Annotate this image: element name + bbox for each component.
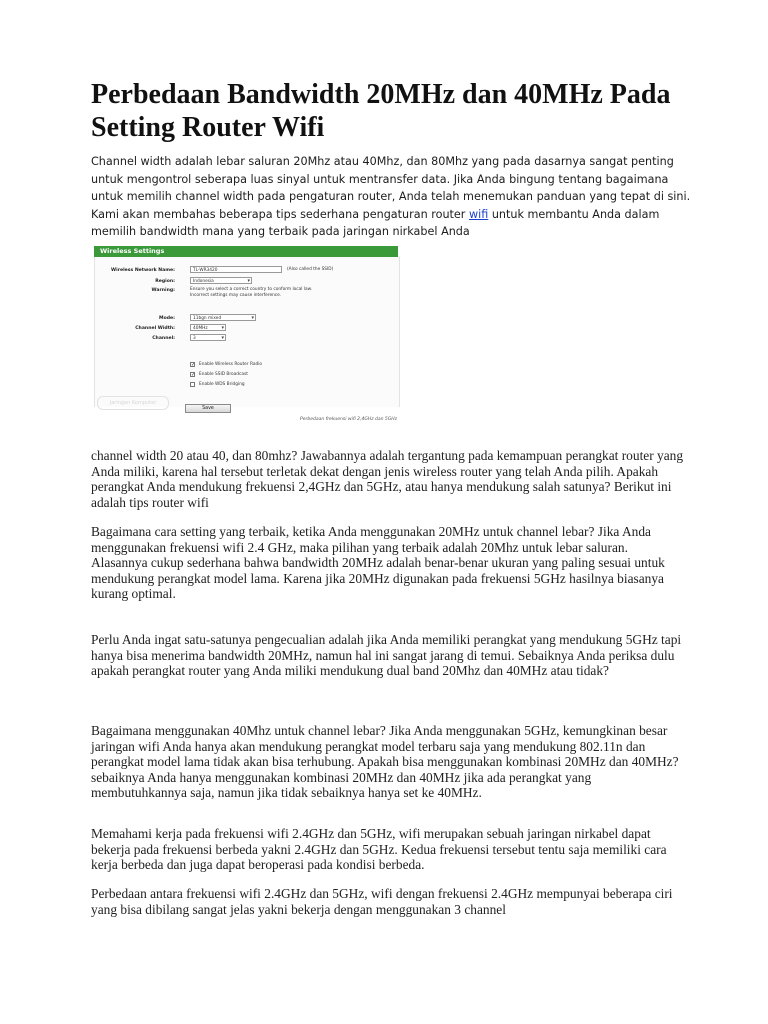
wds-bridging-checkbox[interactable] bbox=[190, 382, 195, 387]
figure-caption: Perbedaan frekuensi wifi 2,4GHz dan 5GHz bbox=[300, 417, 397, 422]
wds-bridging-label: Enable WDS Bridging bbox=[199, 382, 245, 387]
warning-text-line2: Incorrect settings may cause interference. bbox=[190, 293, 282, 298]
paragraph-6: Perbedaan antara frekuensi wifi 2.4GHz dan 5GHz, wifi dengan frekuensi 2.4GHz mempunyai beberapa ciri yang bisa dibilang sangat jelas yakni bekerja dengan menggunakan 3 channel bbox=[91, 886, 673, 917]
ssid-broadcast-checkbox[interactable]: ✓ bbox=[191, 372, 196, 378]
watermark-logo: Jaringan Komputer bbox=[97, 396, 169, 410]
paragraph-1: channel width 20 atau 40, dan 80mhz? Jawabannya adalah tergantung pada kemampuan perangkat router yang Anda miliki, karena hal tersebut terletak dekat dengan jenis wireless router yang telah Anda pilih. Apakah perangkat Anda mendukung frekuensi 2,4GHz dan 5GHz, atau hanya mendukung salah satunya? Berikut ini adalah tips router wifi bbox=[91, 448, 684, 510]
warning-text-line1: Ensure you select a correct country to conform local law. bbox=[190, 287, 313, 292]
ssid-broadcast-label: Enable SSID Broadcast bbox=[199, 372, 248, 377]
intro-text-before: Channel width adalah lebar saluran 20Mhz atau 40Mhz, dan 80Mhz yang pada dasarnya sangat penting untuk mengontrol seberapa luas sinyal untuk mentransfer data. Jika Anda bingung tentang bagaimana untuk memilih channel width pada pengaturan router, Anda telah menemukan panduan yang tepat di sini. Kami akan membahas beberapa tips sederhana pengaturan router bbox=[91, 155, 691, 221]
paragraph-2: Bagaimana cara setting yang terbaik, ketika Anda menggunakan 20MHz untuk channel lebar? Jika Anda menggunakan frekuensi wifi 2.4 GHz, maka pilihan yang terbaik adalah 20Mhz untuk lebar saluran. Alasannya cukup sederhana bahwa bandwidth 20MHz adalah benar-benar ukuran yang paling sesuai untuk mendukung perangkat model lama. Karena jika 20MHz digunakan pada frekuensi 5GHz hasilnya biasanya kurang optimal. bbox=[91, 524, 665, 601]
wireless-settings-header: Wireless Settings bbox=[94, 246, 398, 257]
ssid-note: (Also called the SSID) bbox=[287, 267, 334, 272]
mode-label: Mode: bbox=[159, 316, 175, 321]
region-select[interactable]: Indonesia ▾ bbox=[190, 277, 252, 284]
network-name-input[interactable]: TL-WR3420 bbox=[190, 266, 282, 273]
channel-label: Channel: bbox=[152, 336, 175, 341]
save-button[interactable]: Save bbox=[185, 404, 231, 413]
page-title: Perbedaan Bandwidth 20MHz dan 40MHz Pada Setting Router Wifi bbox=[91, 79, 671, 143]
radio-checkbox-label: Enable Wireless Router Radio bbox=[199, 362, 263, 367]
mode-select[interactable]: 11bgn mixed ▾ bbox=[190, 314, 256, 321]
radio-checkbox[interactable]: ✓ bbox=[191, 362, 196, 368]
region-label: Region: bbox=[155, 279, 175, 284]
wireless-settings-panel bbox=[94, 257, 400, 407]
network-name-label: Wireless Network Name: bbox=[111, 268, 175, 273]
paragraph-5: Memahami kerja pada frekuensi wifi 2.4GHz dan 5GHz, wifi merupakan sebuah jaringan nirkabel dapat bekerja pada frekuensi berbeda yakni 2.4GHz dan 5GHz. Kedua frekuensi tersebut tentu saja memiliki cara kerja berbeda dan juga dapat beroperasi pada kondisi berbeda. bbox=[91, 826, 667, 872]
paragraph-4: Bagaimana menggunakan 40Mhz untuk channel lebar? Jika Anda menggunakan 5GHz, kemungkinan besar jaringan wifi Anda hanya akan mendukung perangkat model terbaru saja yang mendukung 802.11n dan perangkat model lama tidak akan bisa terhubung. Apakah bisa menggunakan kombinasi 20MHz dan 40MHz? sebaiknya Anda hanya menggunakan kombinasi 20MHz dan 40MHz jika ada perangkat yang membutuhkannya saja, namun jika tidak sebaiknya hanya set ke 40MHz. bbox=[91, 723, 679, 800]
paragraph-3: Perlu Anda ingat satu-satunya pengecualian adalah jika Anda memiliki perangkat yang mendukung 5GHz tapi hanya bisa menerima bandwidth 20MHz, namun hal ini sangat jarang di temui. Sebaiknya Anda periksa dulu apakah perangkat router yang Anda miliki mendukung dual band 20Mhz dan 40MHz atau tidak? bbox=[91, 632, 682, 678]
intro-paragraph bbox=[91, 153, 691, 241]
channel-width-label: Channel Width: bbox=[135, 326, 175, 331]
wifi-link[interactable]: wifi bbox=[468, 207, 489, 221]
router-settings-figure bbox=[91, 246, 401, 426]
channel-width-select[interactable]: 40MHz ▾ bbox=[190, 324, 226, 331]
warning-label: Warning: bbox=[151, 288, 175, 293]
intro-text-after: untuk membantu Anda dalam memilih bandwidth mana yang terbaik pada jaringan nirkabel Anda bbox=[91, 207, 660, 239]
channel-select[interactable]: 3 ▾ bbox=[190, 334, 226, 341]
